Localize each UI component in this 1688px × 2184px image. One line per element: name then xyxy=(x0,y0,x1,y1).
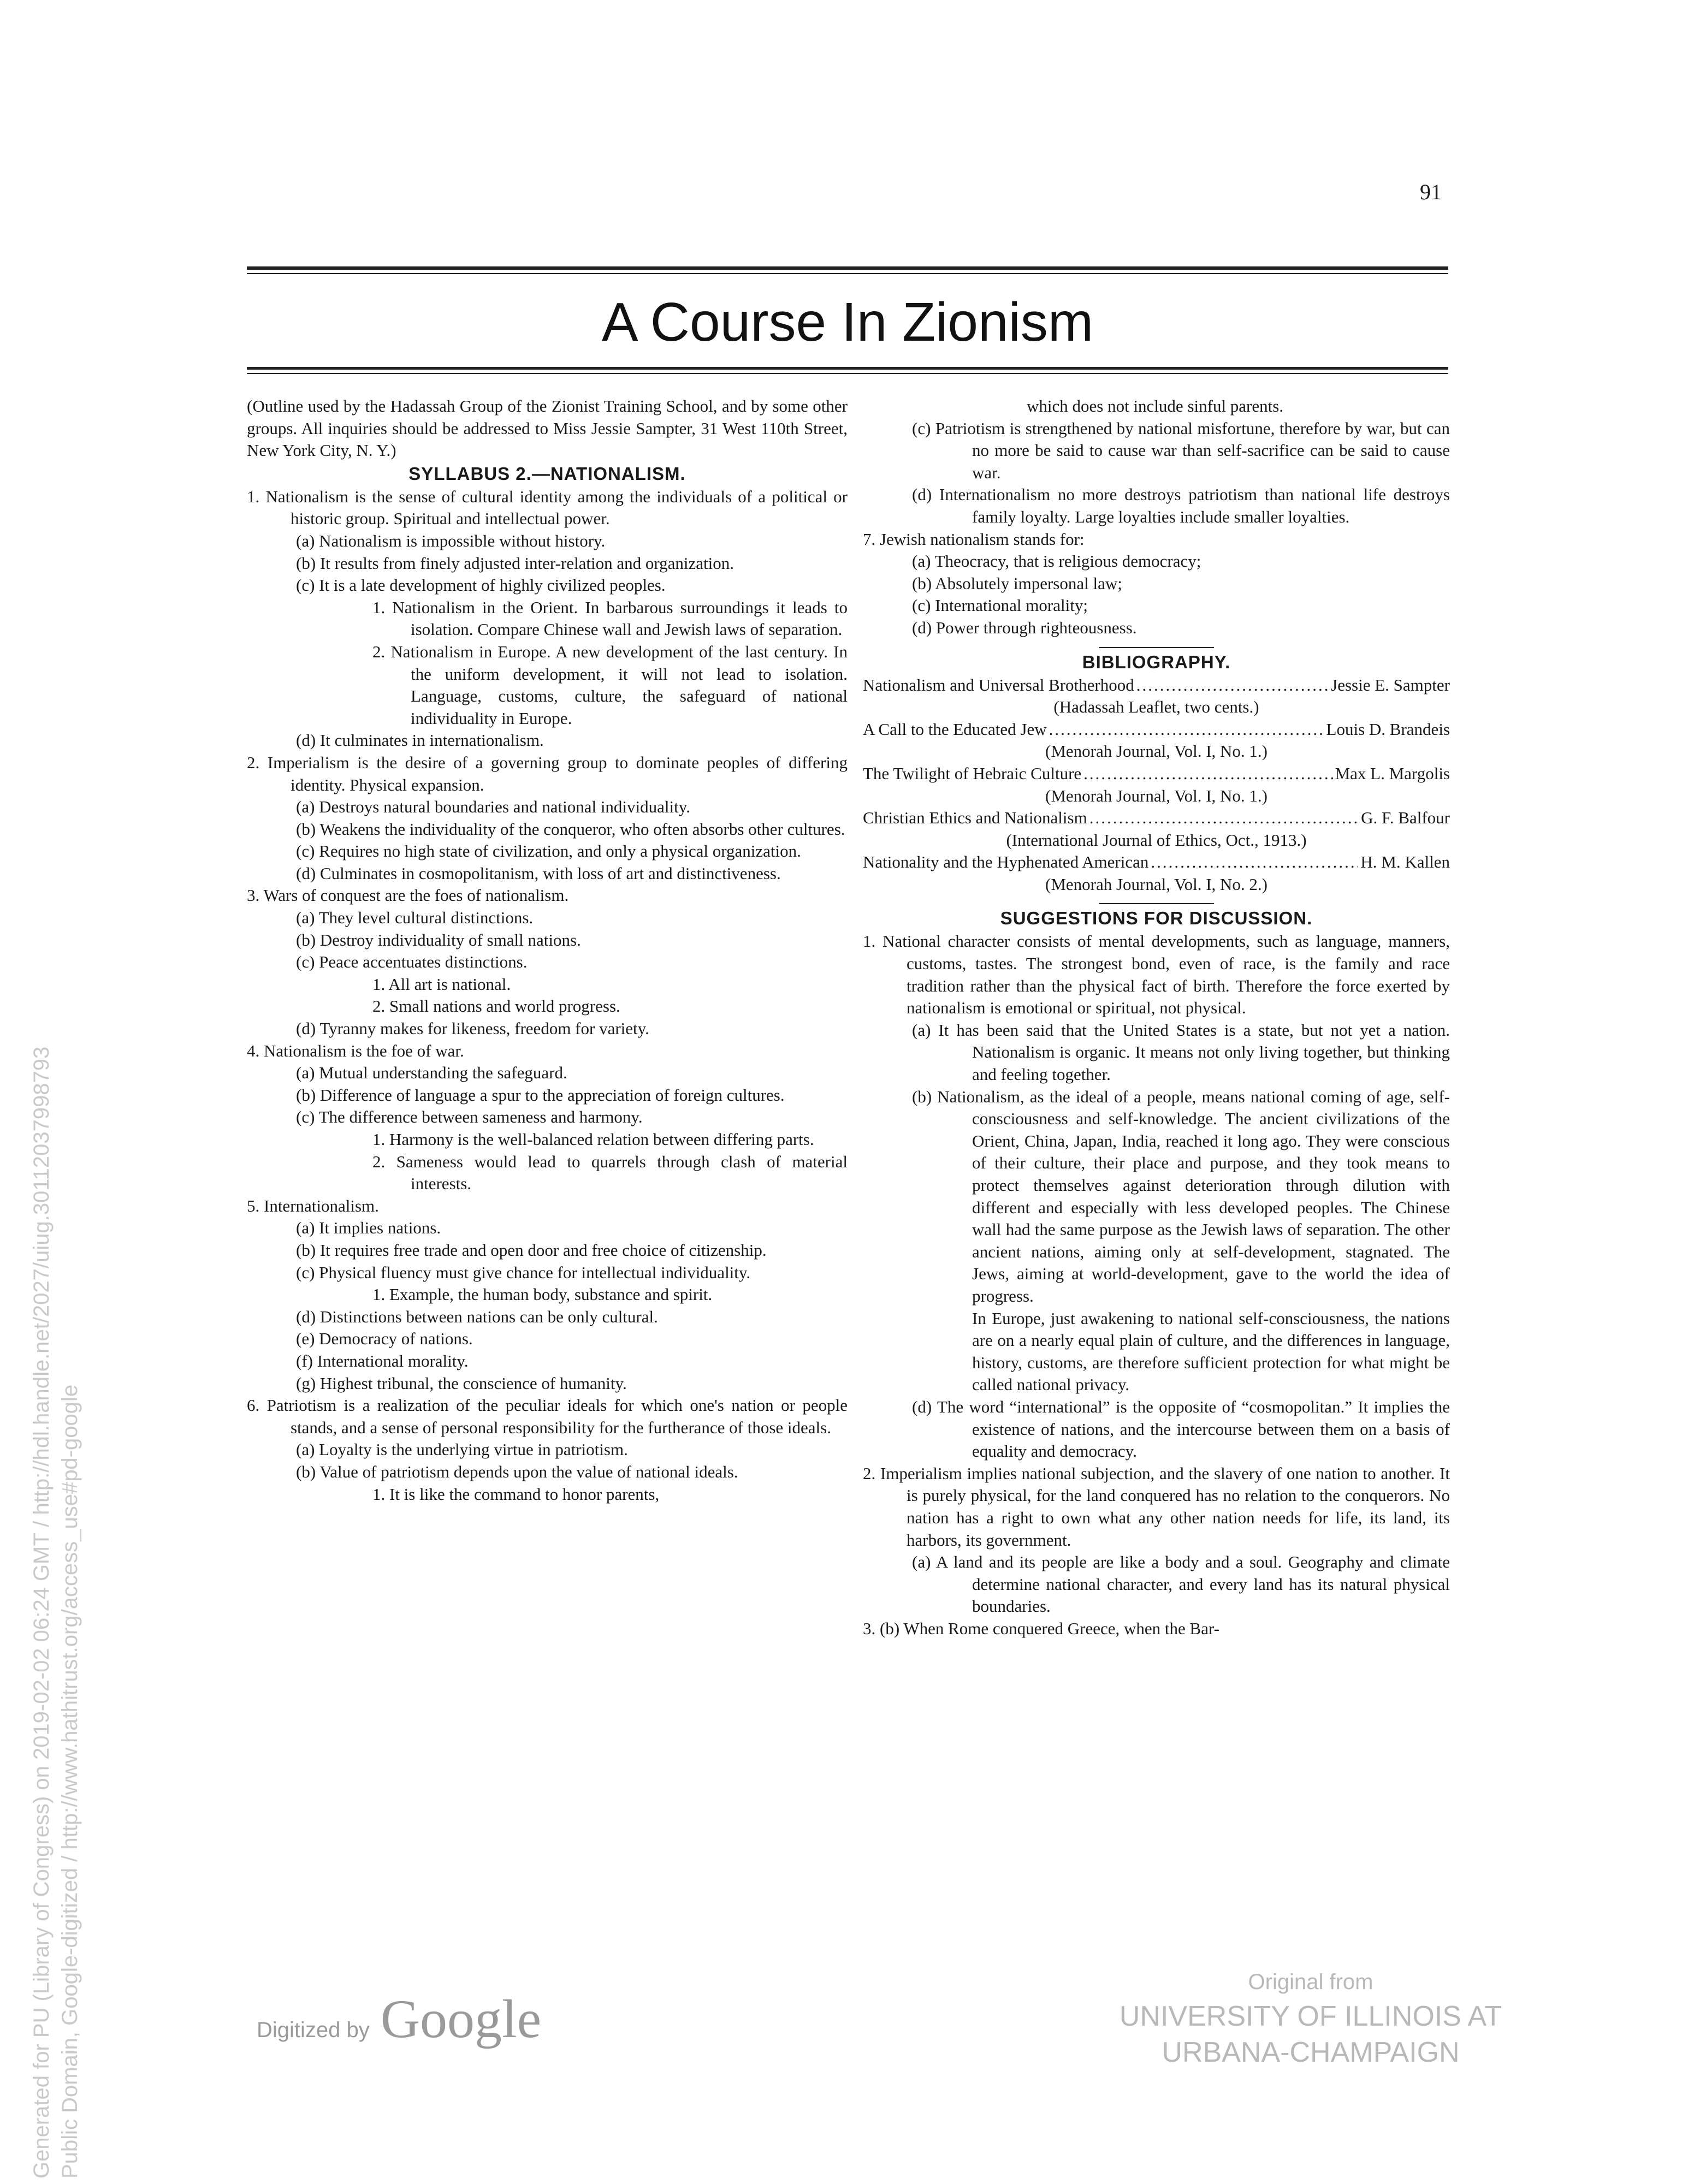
outline-item: 5. Internationalism. xyxy=(247,1196,379,1215)
bibliography-entry-line xyxy=(863,719,1450,741)
page-number: 91 xyxy=(1420,180,1442,204)
university-location: URBANA-CHAMPAIGN xyxy=(1162,2037,1460,2068)
outline-item: (b) Difference of language a spur to the appreciation of foreign cultures. xyxy=(296,1085,785,1105)
outline-item: (b) Weakens the individuality of the conqueror, who often absorbs other cultures. xyxy=(296,819,845,839)
outline-item: (a) Nationalism is impossible without history. xyxy=(296,531,606,550)
title-rule-thin xyxy=(247,373,1448,374)
bibliography-title: Nationalism and Universal Brotherhood xyxy=(863,675,1134,695)
discussion-item: (d) The word “international” is the opposite of “cosmopolitan.” It implies the existence of nations, and the intercourse between them on a basis of equality and democracy. xyxy=(912,1397,1450,1461)
bibliography-source: (International Journal of Ethics, Oct., 1913.) xyxy=(1006,830,1307,850)
bibliography-source: (Menorah Journal, Vol. I, No. 1.) xyxy=(1045,741,1268,761)
outline-item: 2. Nationalism in Europe. A new development of the last century. In the uniform development, it will not lead to isolation. Language, customs, culture, the safeguard of national individuality in Europe. xyxy=(372,642,848,728)
outline-item: 1. Nationalism is the sense of cultural identity among the individuals of a political or historic group. Spiritual and intellectual power. xyxy=(247,486,848,529)
bibliography-title: The Twilight of Hebraic Culture xyxy=(863,763,1082,783)
university-name: UNIVERSITY OF ILLINOIS AT xyxy=(1119,2001,1502,2032)
bibliography-title: A Call to the Educated Jew xyxy=(863,719,1047,739)
outline-item: (d) Distinctions between nations can be only cultural. xyxy=(296,1307,658,1326)
dot-leader xyxy=(1151,851,1358,874)
bibliography-entry xyxy=(863,719,1450,763)
syllabus-outline xyxy=(247,486,848,1505)
bibliography-title: Christian Ethics and Nationalism xyxy=(863,808,1087,828)
discussion-item: In Europe, just awakening to national self-consciousness, the nations are on a nearly equal plain of culture, and the differences in language, history, customs, are therefore sufficient protection for what might be called national privacy. xyxy=(972,1308,1450,1394)
bibliography-entry xyxy=(863,674,1450,719)
bibliography-author: G. F. Balfour xyxy=(1361,808,1450,828)
left-column xyxy=(247,395,848,1505)
bibliography-heading: BIBLIOGRAPHY. xyxy=(1082,651,1231,672)
outline-item: (b) It results from finely adjusted inter-relation and organization. xyxy=(296,553,734,573)
digitized-by-label: Digitized by xyxy=(257,2018,370,2042)
bibliography-author: H. M. Kallen xyxy=(1360,852,1450,872)
outline-item: (b) Destroy individuality of small nations. xyxy=(296,930,581,949)
outline-item: (c) The difference between sameness and harmony. xyxy=(296,1107,643,1127)
bibliography-entry-line xyxy=(863,851,1450,874)
discussion-item: (b) Nationalism, as the ideal of a people, means national coming of age, self-consciousness and self-knowledge. The ancient civilizations of the Orient, China, Japan, India, reached it long ago. They were conscious of their culture, their place and purpose, and they took means to protect themselves against deterioration through dilution with different and especially with less developed peoples. The Chinese wall had the same purpose as the Jewish laws of separation. The other ancient nations, aiming only at self-development, stagnated. The Jews, aiming at world-development, gave to the world the idea of progress. xyxy=(912,1087,1450,1305)
bibliography-title: Nationality and the Hyphenated American xyxy=(863,852,1149,872)
outline-item: (c) It is a late development of highly civilized peoples. xyxy=(296,575,666,595)
outline-item: (b) Value of patriotism depends upon the value of national ideals. xyxy=(296,1462,738,1481)
suggestions-heading: SUGGESTIONS FOR DISCUSSION. xyxy=(1000,908,1313,929)
outline-item: (d) It culminates in internationalism. xyxy=(296,731,544,750)
dot-leader xyxy=(1049,719,1324,741)
discussion-item: (a) It has been said that the United States is a state, but not yet a nation. Nationalism is organic. It means not only living together, but thinking and feeling together. xyxy=(912,1020,1450,1084)
bibliography-author: Max L. Margolis xyxy=(1335,763,1450,783)
outline-item: 1. Nationalism in the Orient. In barbarous surroundings it leads to isolation. Compare Chinese wall and Jewish laws of separation. xyxy=(372,597,848,639)
outline-item: 1. Harmony is the well-balanced relation between differing parts. xyxy=(372,1130,814,1149)
outline-item: (d) Tyranny makes for likeness, freedom for variety. xyxy=(296,1019,649,1038)
syllabus-heading: SYLLABUS 2.—NATIONALISM. xyxy=(408,463,686,484)
outline-item: 2. Small nations and world progress. xyxy=(372,996,620,1016)
article-title: A Course In Zionism xyxy=(601,292,1094,353)
outline-item: 2. Sameness would lead to quarrels through clash of material interests. xyxy=(372,1152,848,1194)
outline-item: (b) Absolutely impersonal law; xyxy=(912,573,1122,593)
bibliography-source: (Menorah Journal, Vol. I, No. 1.) xyxy=(1045,786,1268,805)
watermark-line: Generated for PU (Library of Congress) on 2019-02-02 06:24 GMT / http://hdl.handle.net/2027/uiug.30112037998793 xyxy=(29,1046,54,2179)
bibliography-entry xyxy=(863,851,1450,895)
outline-item: 1. It is like the command to honor parents, xyxy=(372,1484,660,1504)
title-rule-thick xyxy=(247,367,1448,370)
outline-item: (d) Power through righteousness. xyxy=(912,618,1137,637)
outline-item: (a) Loyalty is the underlying virtue in patriotism. xyxy=(296,1440,628,1459)
outline-item: 1. Example, the human body, substance and spirit. xyxy=(372,1285,713,1304)
bibliography-entry xyxy=(863,763,1450,807)
bibliography-entry-line xyxy=(863,763,1450,785)
discussion-item: (a) A land and its people are like a body and a soul. Geography and climate determine national character, and every land has its natural physical boundaries. xyxy=(912,1552,1450,1616)
outline-item: (a) Theocracy, that is religious democracy; xyxy=(912,551,1201,571)
bibliography-entry xyxy=(863,807,1450,851)
outline-item: (d) Culminates in cosmopolitanism, with loss of art and distinctiveness. xyxy=(296,863,781,883)
section-divider xyxy=(1099,903,1214,904)
watermark-line: Public Domain, Google-digitized / http://www.hathitrust.org/access_use#pd-google xyxy=(58,1384,82,2179)
outline-item: which does not include sinful parents. xyxy=(1027,396,1284,416)
hathitrust-watermark xyxy=(27,1047,84,2179)
bibliography-entry-line xyxy=(863,674,1450,697)
outline-item: (c) Physical fluency must give chance for intellectual individuality. xyxy=(296,1262,751,1282)
bibliography-author: Louis D. Brandeis xyxy=(1326,719,1450,739)
outline-item: 3. Wars of conquest are the foes of nationalism. xyxy=(247,886,569,905)
bibliography-source: (Hadassah Leaflet, two cents.) xyxy=(1053,697,1259,717)
bibliography-author: Jessie E. Sampter xyxy=(1331,675,1450,695)
dot-leader xyxy=(1083,763,1332,785)
dot-leader xyxy=(1136,674,1329,697)
outline-item: (d) Internationalism no more destroys patriotism than national life destroys family loyalty. Large loyalties include smaller loyalties. xyxy=(912,485,1450,526)
outline-item: 7. Jewish nationalism stands for: xyxy=(863,529,1085,549)
outline-item: (c) International morality; xyxy=(912,596,1088,615)
right-column xyxy=(863,395,1450,1640)
outline-item: (c) Patriotism is strengthened by national misfortune, therefore by war, but can no more be said to cause war than self-sacrifice can be said to cause war. xyxy=(912,418,1450,482)
discussion-item: 2. Imperialism implies national subjection, and the slavery of one nation to another. It is purely physical, for the land conquered has no relation to the conquerors. No nation has a right to own what any other nation needs for life, its land, its harbors, its government. xyxy=(863,1463,1450,1550)
top-rule-thin xyxy=(247,273,1448,274)
outline-item: (g) Highest tribunal, the conscience of humanity. xyxy=(296,1373,627,1393)
outline-item: (a) It implies nations. xyxy=(296,1218,441,1238)
original-from-label: Original from xyxy=(1248,1970,1373,1994)
original-from-mark xyxy=(1038,1966,1584,2070)
outline-item: (a) They level cultural distinctions. xyxy=(296,908,534,928)
top-rule-thick xyxy=(247,266,1448,270)
outline-item: (c) Peace accentuates distinctions. xyxy=(296,952,528,972)
outline-item: 1. All art is national. xyxy=(372,974,511,994)
outline-item: 6. Patriotism is a realization of the peculiar ideals for which one's nation or people stands, and a sense of personal responsibility for the furtherance of those ideals. xyxy=(247,1396,848,1437)
discussion-item: 1. National character consists of mental developments, such as language, manners, customs, tastes. The strongest bond, even of race, is the family and race tradition rather than the physical fact of birth. Therefore the force exerted by nationalism is emotional or spiritual, not physical. xyxy=(863,931,1450,1018)
bibliography-list xyxy=(863,674,1450,896)
suggestions-list xyxy=(863,930,1450,1640)
google-logo: Google xyxy=(380,1989,542,2049)
outline-item: (a) Mutual understanding the safeguard. xyxy=(296,1063,567,1083)
google-digitized-mark xyxy=(257,1987,541,2050)
syllabus-outline-continued xyxy=(863,395,1450,639)
outline-item: (c) Requires no high state of civilization, and only a physical organization. xyxy=(296,841,801,861)
outline-item: (f) International morality. xyxy=(296,1351,469,1370)
outline-item: 4. Nationalism is the foe of war. xyxy=(247,1041,464,1060)
outline-item: (b) It requires free trade and open door and free choice of citizenship. xyxy=(296,1240,767,1260)
outline-item: (a) Destroys natural boundaries and national individuality. xyxy=(296,797,690,817)
outline-item: (e) Democracy of nations. xyxy=(296,1329,473,1349)
intro-note: (Outline used by the Hadassah Group of the Zionist Training School, and by some other groups. All inquiries should be addressed to Miss Jessie Sampter, 31 West 110th Street, New York City, N. Y.) xyxy=(247,396,848,460)
bibliography-entry-line xyxy=(863,807,1450,829)
dot-leader xyxy=(1089,807,1359,829)
bibliography-source: (Menorah Journal, Vol. I, No. 2.) xyxy=(1045,874,1268,894)
outline-item: 2. Imperialism is the desire of a governing group to dominate peoples of differing identity. Physical expansion. xyxy=(247,752,848,794)
section-divider xyxy=(1099,647,1214,648)
discussion-item: 3. (b) When Rome conquered Greece, when the Bar- xyxy=(863,1618,1219,1638)
